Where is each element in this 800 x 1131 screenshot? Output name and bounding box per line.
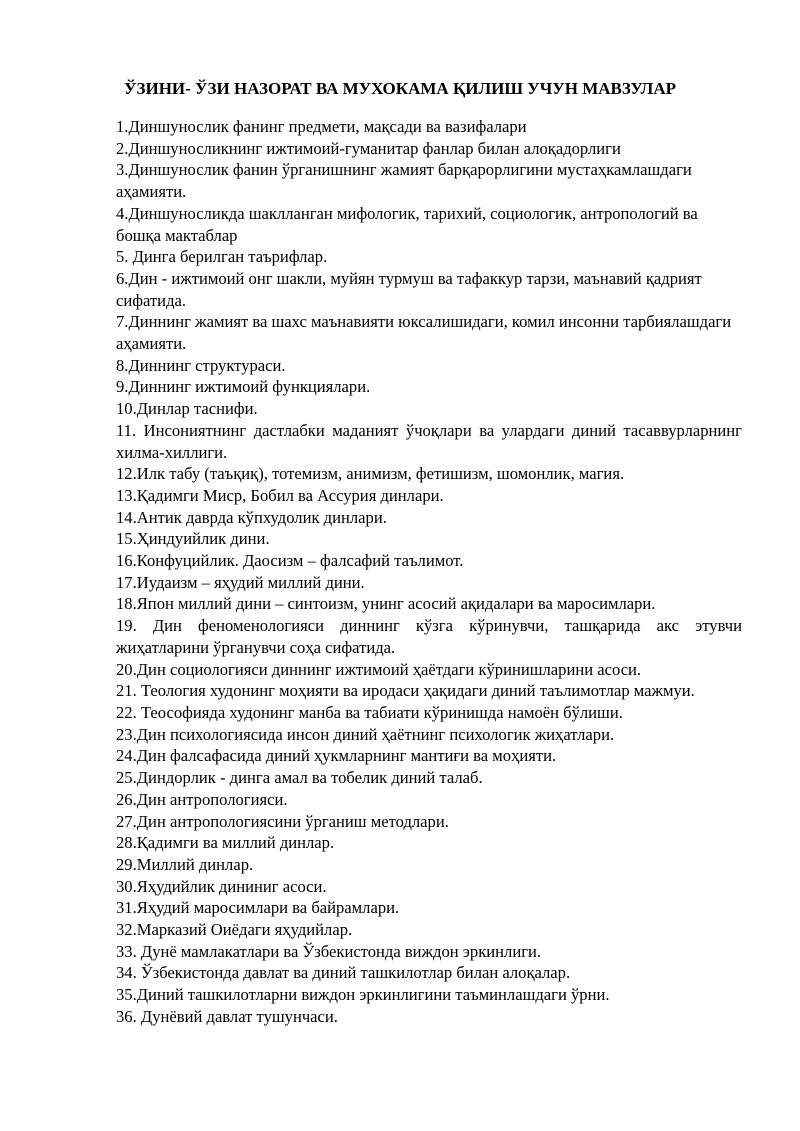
topic-list <box>116 116 742 1028</box>
list-item: 11. Инсониятнинг дастлабки маданият ўчоқлари ва улардаги диний тасаввурларнинг хилма-хиллиги. <box>116 420 742 462</box>
list-item: 3.Диншунослик фанин ўрганишнинг жамият барқарорлигини мустаҳкамлашдаги аҳамияти. <box>116 160 692 202</box>
list-item: 36. Дунёвий давлат тушунчаси. <box>116 1006 338 1026</box>
list-item: 15.Ҳиндуийлик дини. <box>116 529 270 549</box>
list-item: 27.Дин антропологиясини ўрганиш методлари. <box>116 811 449 831</box>
list-item: 20.Дин социологияси диннинг ижтимоий ҳаётдаги кўринишларини асоси. <box>116 659 642 679</box>
list-item: 35.Диний ташкилотларни виждон эркинлигини таъминлашдаги ўрни. <box>116 985 610 1005</box>
list-item: 1.Диншунослик фанинг предмети, мақсади ва вазифалари <box>116 117 527 136</box>
list-item: 18.Япон миллий дини – синтоизм, унинг асосий ақидалари ва маросимлари. <box>116 594 656 614</box>
list-item: 5. Динга берилган таърифлар. <box>116 247 328 267</box>
list-item: 28.Қадимги ва миллий динлар. <box>116 833 335 853</box>
list-item: 29.Миллий динлар. <box>116 854 254 874</box>
list-item: 17.Иудаизм – яҳудий миллий дини. <box>116 572 365 592</box>
list-item: 34. Ўзбекистонда давлат ва диний ташкилотлар билан алоқалар. <box>116 963 571 983</box>
document-title: ЎЗИНИ- ЎЗИ НАЗОРАТ ВА МУХОКАМА ҚИЛИШ УЧУН МАВЗУЛАР <box>124 79 676 98</box>
list-item: 6.Дин - ижтимоий онг шакли, муйян турмуш ва тафаккур тарзи, маънавий қадрият сифатида. <box>116 268 702 310</box>
list-item: 24.Дин фалсафасида диний ҳукмларнинг мантиғи ва моҳияти. <box>116 746 557 766</box>
list-item: 21. Теология худонинг моҳияти ва иродаси ҳақидаги диний таълимотлар мажмуи. <box>116 681 695 701</box>
list-item: 14.Антик даврда кўпхудолик динлари. <box>116 507 387 527</box>
list-item: 8.Диннинг структураси. <box>116 355 286 375</box>
list-item: 26.Дин антропологияси. <box>116 789 288 809</box>
list-item: 16.Конфуцийлик. Даосизм – фалсафий таълимот. <box>116 551 464 571</box>
list-item: 2.Диншуносликнинг ижтимоий-гуманитар фанлар билан алоқадорлиги <box>116 138 621 158</box>
list-item: 13.Қадимги Миср, Бобил ва Ассурия динлари. <box>116 485 444 505</box>
list-item: 12.Илк табу (таъқиқ), тотемизм, анимизм, фетишизм, шомонлик, магия. <box>116 464 625 484</box>
list-item: 10.Динлар таснифи. <box>116 399 258 419</box>
list-item: 7.Диннинг жамият ва шахс маънавияти юксалишидаги, комил инсонни тарбиялашдаги аҳамияти. <box>116 312 732 354</box>
list-item: 32.Марказий Оиёдаги яҳудийлар. <box>116 920 353 940</box>
list-item: 30.Яҳудийлик дининиг асоси. <box>116 876 327 896</box>
list-item: 19. Дин феноменологияси диннинг кўзга кўринувчи, ташқарида акс этувчи жиҳатларини ўрганувчи соҳа сифатида. <box>116 616 742 657</box>
list-item: 31.Яҳудий маросимлари ва байрамлари. <box>116 898 400 918</box>
list-item: 4.Диншуносликда шаклланган мифологик, тарихий, социологик, антропологий ва бошқа мактаблар <box>116 203 698 245</box>
list-item: 23.Дин психологиясида инсон диний ҳаётнинг психологик жиҳатлари. <box>116 724 615 744</box>
list-item: 33. Дунё мамлакатлари ва Ўзбекистонда виждон эркинлиги. <box>116 941 542 961</box>
list-item: 22. Теософияда худонинг манба ва табиати кўринишда намоён бўлиши. <box>116 702 623 722</box>
list-item: 9.Диннинг ижтимоий функциялари. <box>116 377 371 397</box>
list-item: 25.Диндорлик - динга амал ва тобелик диний талаб. <box>116 768 483 788</box>
